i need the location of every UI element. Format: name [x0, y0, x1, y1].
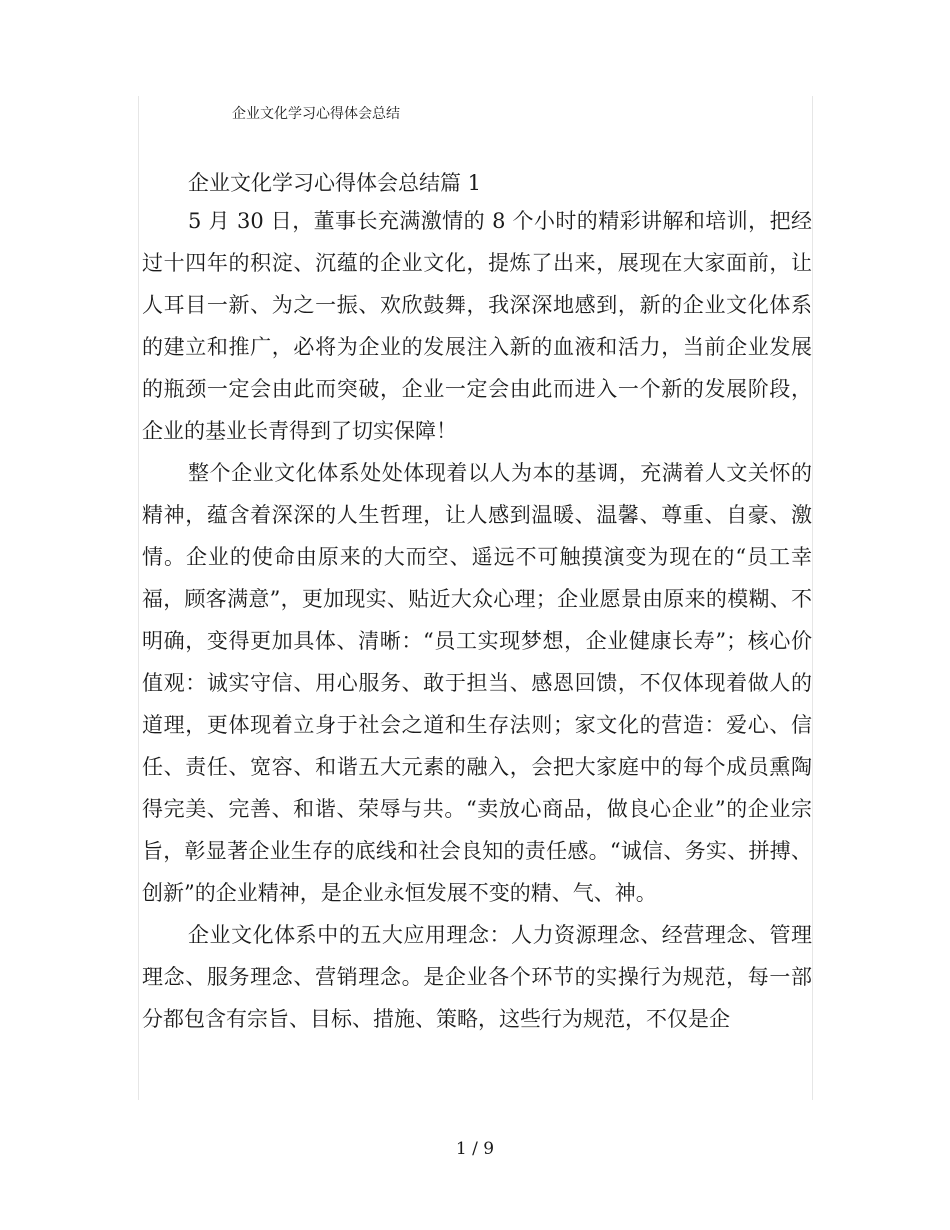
left-margin-line [138, 96, 139, 1100]
section-heading: 企业文化学习心得体会总结篇 1 [188, 171, 482, 195]
right-margin-line [812, 96, 813, 1100]
page-number: 1 / 9 [455, 1139, 495, 1159]
paragraph-1: 5 月 30 日，董事长充满激情的 8 个小时的精彩讲解和培训，把经过十四年的积淀、沉蕴的企业文化，提炼了出来，展现在大家面前，让人耳目一新、为之一振、欢欣鼓舞，我深深地感到，新的企业文化体系的建立和推广，必将为企业的发展注入新的血液和活力，当前企业发展的瓶颈一定会由此而突破，企业一定会由此而进入一个新的发展阶段，企业的基业长青得到了切实保障！ [142, 209, 812, 443]
document-body [142, 166, 812, 1040]
document-header-title: 企业文化学习心得体会总结 [232, 106, 400, 122]
paragraph-3: 企业文化体系中的五大应用理念：人力资源理念、经营理念、管理理念、服务理念、营销理念。是企业各个环节的实操行为规范，每一部分都包含有宗旨、目标、措施、策略，这些行为规范，不仅是企 [142, 923, 812, 1031]
paragraph-2: 整个企业文化体系处处体现着以人为本的基调，充满着人文关怀的精神，蕴含着深深的人生哲理，让人感到温暖、温馨、尊重、自豪、激情。企业的使命由原来的大而空、遥远不可触摸演变为现在的“员工幸福，顾客满意”，更加现实、贴近大众心理；企业愿景由原来的模糊、不明确，变得更加具体、清晰：“员工实现梦想，企业健康长寿”；核心价值观：诚实守信、用心服务、敢于担当、感恩回馈，不仅体现着做人的道理，更体现着立身于社会之道和生存法则；家文化的营造：爱心、信任、责任、宽容、和谐五大元素的融入，会把大家庭中的每个成员熏陶得完美、完善、和谐、荣辱与共。“卖放心商品，做良心企业”的企业宗旨，彰显著企业生存的底线和社会良知的责任感。“诚信、务实、拼搏、创新”的企业精神，是企业永恒发展不变的精、气、神。 [142, 461, 812, 905]
